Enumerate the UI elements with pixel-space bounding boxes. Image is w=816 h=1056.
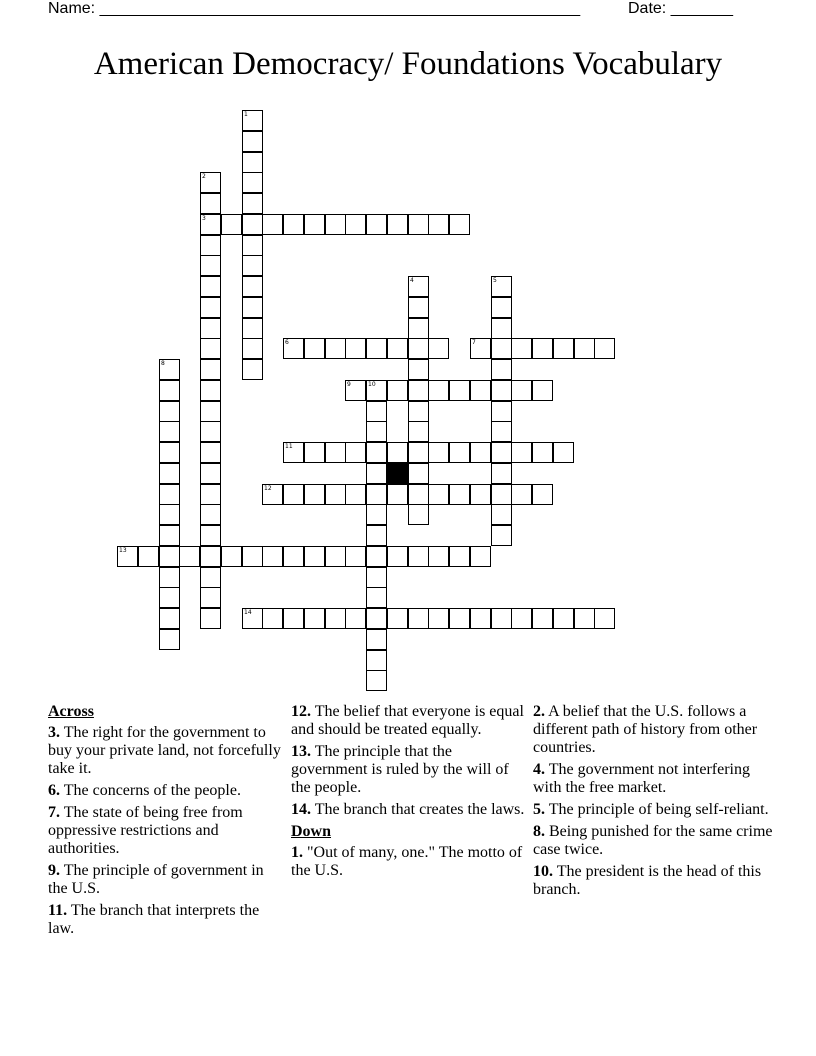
clues-column-2 (291, 703, 527, 884)
crossword-cell[interactable] (366, 650, 387, 671)
crossword-cell[interactable] (408, 380, 429, 401)
clue-number: 12. (291, 703, 311, 720)
crossword-cell[interactable] (428, 380, 449, 401)
crossword-cell[interactable] (159, 629, 180, 650)
crossword-cell[interactable] (491, 318, 512, 339)
crossword-cell[interactable] (408, 608, 429, 629)
clue-text: The state of being free from oppressive restrictions and authorities. (48, 804, 243, 857)
crossword-cell[interactable] (200, 484, 221, 505)
crossword-cell[interactable] (242, 276, 263, 297)
crossword-cell[interactable] (491, 338, 512, 359)
crossword-cell[interactable] (304, 338, 325, 359)
crossword-cell[interactable] (304, 546, 325, 567)
crossword-cell[interactable] (242, 131, 263, 152)
crossword-cell[interactable] (200, 567, 221, 588)
crossword-cell[interactable] (553, 608, 574, 629)
crossword-cell[interactable] (200, 193, 221, 214)
crossword-cell[interactable] (408, 484, 429, 505)
crossword-cell[interactable] (304, 484, 325, 505)
clues-column-3 (533, 703, 773, 903)
crossword-cell[interactable] (449, 214, 470, 235)
crossword-cell[interactable] (200, 401, 221, 422)
crossword-cell[interactable] (408, 504, 429, 525)
name-field-label[interactable]: Name: ______________________________________________________ (48, 0, 581, 17)
crossword-cell[interactable] (242, 193, 263, 214)
crossword-cell[interactable] (345, 338, 366, 359)
crossword-cell[interactable] (408, 421, 429, 442)
crossword-cell[interactable] (159, 567, 180, 588)
crossword-cell[interactable] (242, 214, 263, 235)
clue-item (533, 703, 773, 757)
crossword-cell[interactable] (408, 463, 429, 484)
crossword-cell[interactable] (366, 214, 387, 235)
crossword-cell[interactable] (449, 546, 470, 567)
crossword-cell[interactable] (242, 318, 263, 339)
crossword-cell[interactable] (366, 504, 387, 525)
crossword-cell[interactable] (242, 608, 263, 629)
crossword-cell[interactable] (470, 608, 491, 629)
crossword-cell[interactable] (470, 546, 491, 567)
crossword-cell[interactable] (470, 380, 491, 401)
crossword-cell[interactable] (387, 484, 408, 505)
crossword-cell[interactable] (345, 214, 366, 235)
crossword-cell[interactable] (366, 608, 387, 629)
crossword-cell[interactable] (408, 297, 429, 318)
crossword-cell[interactable] (574, 608, 595, 629)
clue-item (48, 724, 284, 778)
crossword-cell[interactable] (159, 442, 180, 463)
clue-item (291, 844, 527, 880)
crossword-cell[interactable] (345, 484, 366, 505)
crossword-cell[interactable] (491, 297, 512, 318)
crossword-cell[interactable] (242, 110, 263, 131)
down-heading: Down (291, 823, 332, 840)
crossword-cell[interactable] (159, 484, 180, 505)
name-date-line (48, 0, 740, 20)
clue-text: The branch that interprets the law. (48, 902, 260, 937)
clue-number-label: 8 (161, 360, 165, 367)
crossword-cell[interactable] (532, 484, 553, 505)
crossword-cell[interactable] (242, 359, 263, 380)
across-heading: Across (48, 703, 94, 720)
crossword-cell[interactable] (325, 484, 346, 505)
crossword-cell[interactable] (159, 359, 180, 380)
crossword-cell[interactable] (491, 608, 512, 629)
clue-number-label: 3 (202, 215, 206, 222)
crossword-cell[interactable] (200, 380, 221, 401)
date-field-label[interactable]: Date: _______ (628, 0, 733, 17)
crossword-cell[interactable] (366, 587, 387, 608)
crossword-cell[interactable] (511, 484, 532, 505)
crossword-cell[interactable] (470, 338, 491, 359)
crossword-cell[interactable] (242, 338, 263, 359)
crossword-cell[interactable] (594, 608, 615, 629)
crossword-cell[interactable] (408, 318, 429, 339)
clue-text: The concerns of the people. (60, 782, 241, 799)
crossword-cell[interactable] (159, 587, 180, 608)
crossword-cell[interactable] (366, 567, 387, 588)
crossword-cell[interactable] (511, 608, 532, 629)
crossword-cell[interactable] (574, 338, 595, 359)
crossword-cell[interactable] (408, 276, 429, 297)
clue-item (533, 801, 773, 819)
crossword-cell[interactable] (200, 359, 221, 380)
clue-text: The right for the government to buy your private land, not forcefully take it. (48, 724, 281, 777)
clue-item (48, 902, 284, 938)
crossword-cell[interactable] (200, 235, 221, 256)
clue-text: The principle of government in the U.S. (48, 862, 264, 897)
clue-number: 2. (533, 703, 545, 720)
crossword-cell[interactable] (200, 546, 221, 567)
crossword-cell[interactable] (491, 380, 512, 401)
across-clue-list-continued (291, 703, 527, 819)
crossword-cell[interactable] (553, 442, 574, 463)
clue-text: The principle of being self-reliant. (545, 801, 769, 818)
crossword-cell[interactable] (366, 421, 387, 442)
clue-text: The branch that creates the laws. (311, 801, 525, 818)
crossword-cell[interactable] (159, 401, 180, 422)
crossword-cell[interactable] (283, 546, 304, 567)
clue-number-label: 10 (368, 381, 376, 388)
crossword-cell[interactable] (470, 442, 491, 463)
crossword-cell[interactable] (366, 380, 387, 401)
black-square (387, 463, 408, 484)
clue-text: The belief that everyone is equal and should be treated equally. (291, 703, 524, 738)
crossword-cell[interactable] (325, 546, 346, 567)
crossword-cell[interactable] (159, 463, 180, 484)
crossword-cell[interactable] (345, 608, 366, 629)
clue-number-label: 5 (493, 277, 497, 284)
down-clue-list-continued (533, 703, 773, 899)
crossword-cell[interactable] (366, 401, 387, 422)
crossword-cell[interactable] (138, 546, 159, 567)
crossword-cell[interactable] (304, 608, 325, 629)
clue-number-label: 4 (410, 277, 414, 284)
crossword-cell[interactable] (408, 359, 429, 380)
crossword-cell[interactable] (511, 380, 532, 401)
page-title: American Democracy/ Foundations Vocabulary (93, 46, 723, 82)
crossword-cell[interactable] (242, 235, 263, 256)
crossword-cell[interactable] (408, 338, 429, 359)
crossword-cell[interactable] (200, 421, 221, 442)
crossword-cell[interactable] (200, 442, 221, 463)
crossword-cell[interactable] (532, 338, 553, 359)
clue-item (48, 804, 284, 858)
crossword-cell[interactable] (200, 338, 221, 359)
crossword-cell[interactable] (200, 587, 221, 608)
crossword-cell[interactable] (532, 608, 553, 629)
crossword-cell[interactable] (491, 276, 512, 297)
crossword-cell[interactable] (242, 152, 263, 173)
clue-number: 10. (533, 863, 553, 880)
crossword-cell[interactable] (200, 504, 221, 525)
crossword-cell[interactable] (159, 525, 180, 546)
crossword-cell[interactable] (283, 214, 304, 235)
clue-item (291, 703, 527, 739)
clue-number: 14. (291, 801, 311, 818)
crossword-cell[interactable] (366, 670, 387, 691)
clue-text: "Out of many, one." The motto of the U.S. (291, 844, 523, 879)
crossword-cell[interactable] (366, 442, 387, 463)
crossword-cell[interactable] (325, 442, 346, 463)
crossword-cell[interactable] (262, 484, 283, 505)
crossword-cell[interactable] (200, 276, 221, 297)
clue-number: 7. (48, 804, 60, 821)
crossword-cell[interactable] (408, 546, 429, 567)
clue-number-label: 6 (285, 339, 289, 346)
crossword-cell[interactable] (221, 214, 242, 235)
crossword-cell[interactable] (428, 484, 449, 505)
crossword-cell[interactable] (387, 546, 408, 567)
clue-number-label: 9 (347, 381, 351, 388)
crossword-cell[interactable] (159, 380, 180, 401)
crossword-cell[interactable] (262, 214, 283, 235)
clue-text: Being punished for the same crime case twice. (533, 823, 773, 858)
crossword-cell[interactable] (491, 401, 512, 422)
crossword-cell[interactable] (491, 421, 512, 442)
clue-number: 3. (48, 724, 60, 741)
crossword-cell[interactable] (262, 608, 283, 629)
clue-number: 6. (48, 782, 60, 799)
clue-item (533, 761, 773, 797)
clue-number-label: 11 (285, 443, 293, 450)
clue-number: 1. (291, 844, 303, 861)
crossword-cell[interactable] (304, 214, 325, 235)
crossword-cell[interactable] (159, 504, 180, 525)
clue-item (48, 862, 284, 898)
crossword-cell[interactable] (387, 338, 408, 359)
crossword-cell[interactable] (428, 442, 449, 463)
crossword-cell[interactable] (491, 525, 512, 546)
crossword-cell[interactable] (366, 629, 387, 650)
crossword-cell[interactable] (325, 338, 346, 359)
crossword-cell[interactable] (200, 463, 221, 484)
crossword-cell[interactable] (532, 380, 553, 401)
crossword-cell[interactable] (449, 608, 470, 629)
clue-number-label: 7 (472, 339, 476, 346)
crossword-cell[interactable] (428, 546, 449, 567)
crossword-cell[interactable] (428, 214, 449, 235)
clue-number: 13. (291, 743, 311, 760)
clue-text: The government not interfering with the free market. (533, 761, 750, 796)
clue-number-label: 14 (244, 609, 252, 616)
crossword-cell[interactable] (511, 442, 532, 463)
crossword-cell[interactable] (491, 359, 512, 380)
crossword-cell[interactable] (449, 442, 470, 463)
crossword-cell[interactable] (387, 442, 408, 463)
crossword-cell[interactable] (200, 255, 221, 276)
clue-item (533, 863, 773, 899)
crossword-cell[interactable] (366, 525, 387, 546)
clues-column-1 (48, 703, 284, 942)
crossword-cell[interactable] (491, 484, 512, 505)
crossword-cell[interactable] (159, 608, 180, 629)
crossword-cell[interactable] (283, 442, 304, 463)
crossword-cell[interactable] (179, 546, 200, 567)
crossword-cell[interactable] (200, 318, 221, 339)
crossword-cell[interactable] (304, 442, 325, 463)
crossword-cell[interactable] (242, 172, 263, 193)
crossword-cell[interactable] (470, 484, 491, 505)
crossword-cell[interactable] (283, 608, 304, 629)
clue-text: A belief that the U.S. follows a different path of history from other countries. (533, 703, 758, 756)
crossword-cell[interactable] (262, 546, 283, 567)
crossword-cell[interactable] (200, 608, 221, 629)
crossword-cell[interactable] (491, 463, 512, 484)
crossword-cell[interactable] (117, 546, 138, 567)
clue-item (291, 801, 527, 819)
crossword-cell[interactable] (242, 546, 263, 567)
crossword-cell[interactable] (283, 484, 304, 505)
clue-number: 11. (48, 902, 68, 919)
crossword-cell[interactable] (283, 338, 304, 359)
crossword-cell[interactable] (200, 172, 221, 193)
clue-item (533, 823, 773, 859)
clue-item (291, 743, 527, 797)
crossword-cell[interactable] (428, 338, 449, 359)
crossword-cell[interactable] (345, 546, 366, 567)
crossword-cell[interactable] (242, 297, 263, 318)
crossword-cell[interactable] (387, 380, 408, 401)
crossword-cell[interactable] (200, 525, 221, 546)
down-clue-list (291, 844, 527, 880)
crossword-cell[interactable] (366, 338, 387, 359)
crossword-cell[interactable] (242, 255, 263, 276)
clue-number-label: 2 (202, 173, 206, 180)
across-clue-list (48, 724, 284, 938)
clue-item (48, 782, 284, 800)
crossword-cell[interactable] (345, 380, 366, 401)
clue-number: 8. (533, 823, 545, 840)
crossword-cell[interactable] (221, 546, 242, 567)
clue-number-label: 12 (264, 485, 272, 492)
crossword-cell[interactable] (325, 608, 346, 629)
crossword-cell[interactable] (200, 214, 221, 235)
crossword-cell[interactable] (387, 214, 408, 235)
crossword-cell[interactable] (366, 463, 387, 484)
clue-number-label: 13 (119, 547, 127, 554)
crossword-cell[interactable] (387, 608, 408, 629)
crossword-cell[interactable] (553, 338, 574, 359)
crossword-cell[interactable] (408, 401, 429, 422)
crossword-cell[interactable] (325, 214, 346, 235)
crossword-cell[interactable] (428, 608, 449, 629)
crossword-cell[interactable] (408, 214, 429, 235)
clue-number: 5. (533, 801, 545, 818)
crossword-cell[interactable] (449, 380, 470, 401)
crossword-cell[interactable] (345, 442, 366, 463)
crossword-cell[interactable] (159, 546, 180, 567)
crossword-cell[interactable] (200, 297, 221, 318)
crossword-cell[interactable] (366, 484, 387, 505)
crossword-cell[interactable] (408, 442, 429, 463)
crossword-cell[interactable] (366, 546, 387, 567)
clue-text: The president is the head of this branch. (533, 863, 762, 898)
crossword-cell[interactable] (449, 484, 470, 505)
clue-number: 9. (48, 862, 60, 879)
crossword-cell[interactable] (491, 504, 512, 525)
crossword-cell[interactable] (491, 442, 512, 463)
clue-number: 4. (533, 761, 545, 778)
clue-number-label: 1 (244, 111, 248, 118)
crossword-cell[interactable] (532, 442, 553, 463)
crossword-cell[interactable] (159, 421, 180, 442)
crossword-cell[interactable] (594, 338, 615, 359)
clue-text: The principle that the government is ruled by the will of the people. (291, 743, 509, 796)
crossword-cell[interactable] (511, 338, 532, 359)
